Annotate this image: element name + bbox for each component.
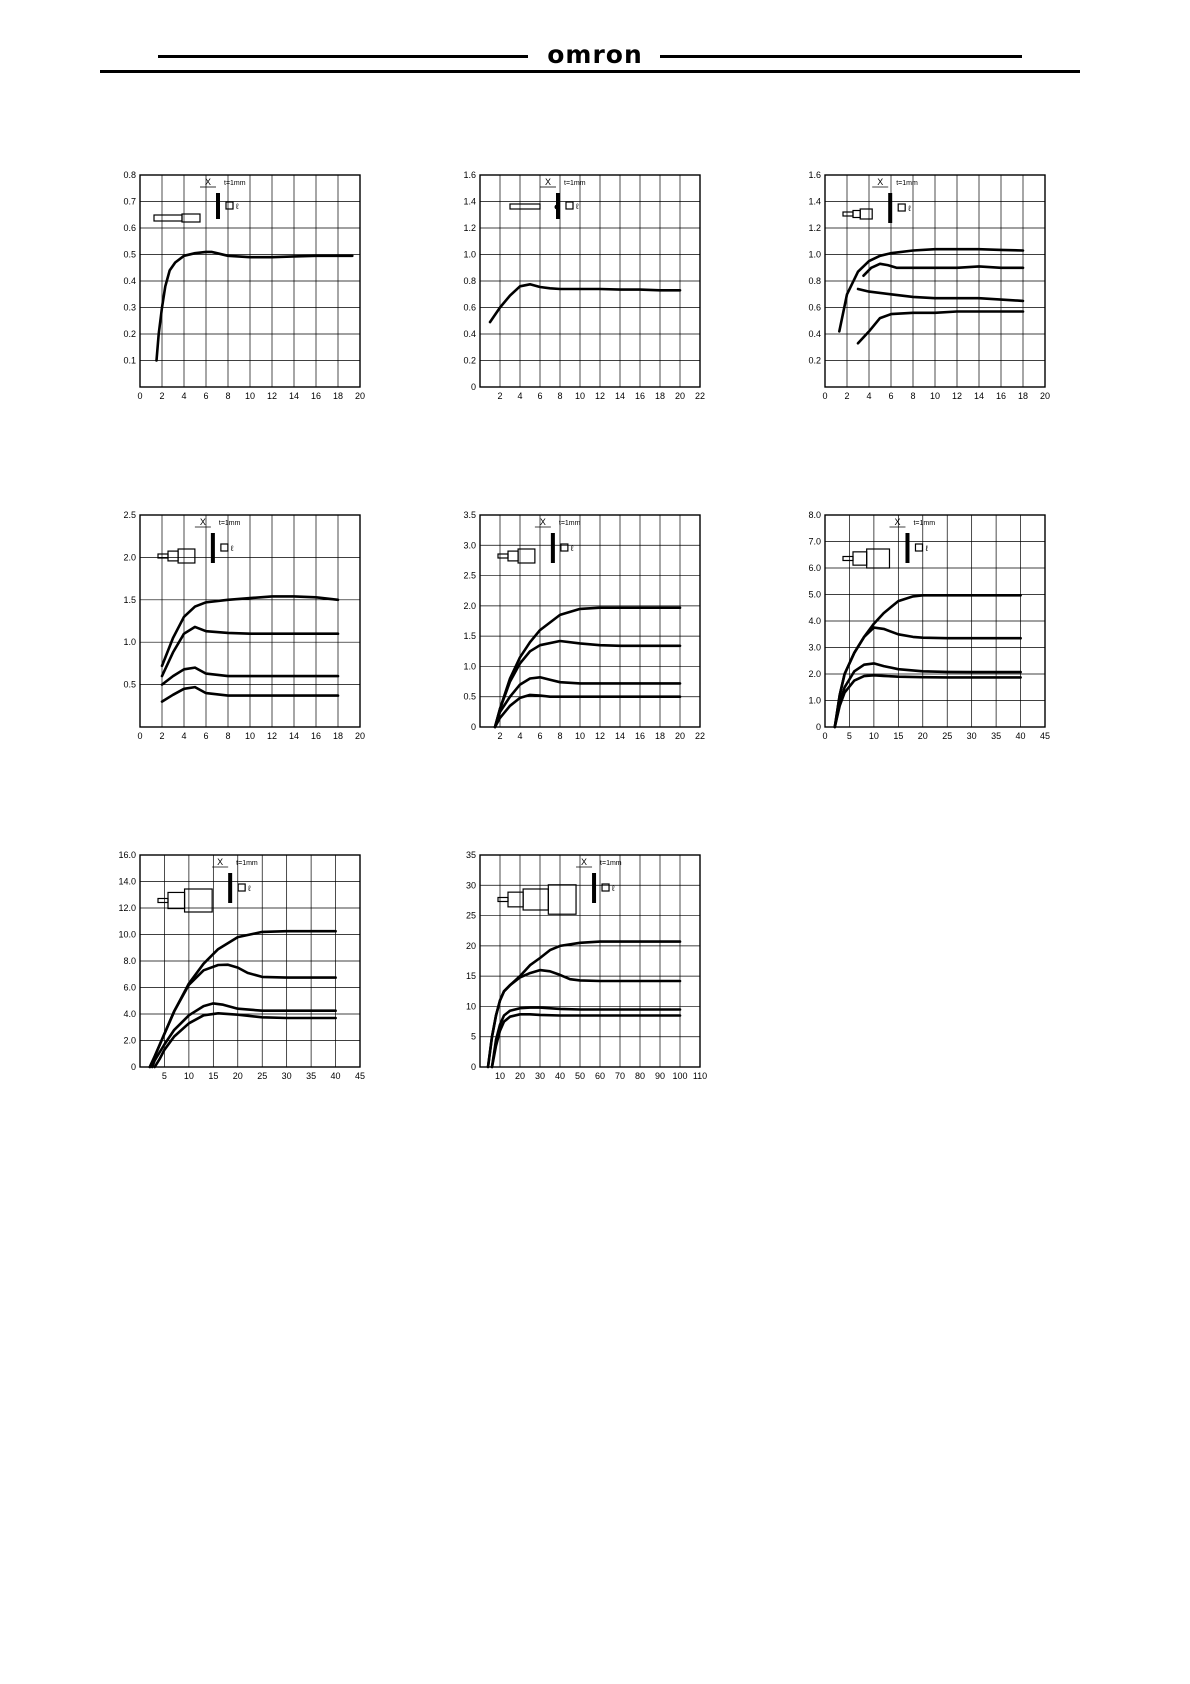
series-line-2 — [864, 264, 1024, 276]
inset-label-t: t=1mm — [224, 180, 246, 187]
x-tick-label: 16 — [310, 391, 322, 401]
y-tick-label: 1.4 — [463, 196, 476, 207]
x-tick-label: 10 — [494, 1071, 506, 1081]
x-tick-label: 10 — [244, 391, 256, 401]
y-tick-label: 25 — [465, 910, 476, 921]
y-tick-label: 1.0 — [463, 661, 476, 672]
x-tick-label: 0 — [137, 391, 143, 401]
y-tick-label: 0 — [130, 1062, 136, 1072]
x-tick-label: 18 — [332, 391, 344, 401]
x-tick-label: 4 — [866, 391, 872, 401]
y-tick-label: 0.6 — [808, 302, 821, 313]
chart-8 — [440, 850, 740, 1115]
x-tick-label: 25 — [257, 1071, 268, 1081]
x-tick-label: 16 — [995, 391, 1007, 401]
inset-label-x: X — [581, 857, 588, 867]
x-tick-label: 5 — [846, 731, 852, 741]
y-tick-label: 1.0 — [808, 249, 821, 260]
inset-label-l: ℓ — [908, 204, 911, 213]
y-tick-label: 0.4 — [123, 276, 136, 286]
x-tick-label: 20 — [232, 1071, 243, 1081]
sensor-inset-diagram — [498, 517, 581, 563]
series-line-1 — [150, 931, 336, 1067]
y-tick-label: 0.1 — [123, 355, 136, 366]
x-tick-label: 18 — [332, 731, 344, 741]
series-line-3 — [835, 663, 1021, 727]
x-tick-label: 40 — [554, 1071, 566, 1081]
x-tick-label: 20 — [514, 1071, 526, 1081]
inset-sensor-base — [168, 551, 178, 561]
chart-grid — [825, 175, 1045, 387]
y-tick-label: 7.0 — [808, 536, 821, 547]
inset-label-l: ℓ — [925, 544, 929, 553]
y-tick-label: 1.5 — [123, 594, 136, 605]
y-tick-label: 0 — [470, 1062, 476, 1072]
inset-sensor-face — [548, 885, 576, 914]
y-tick-label: 0.5 — [123, 679, 136, 690]
x-tick-label: 80 — [634, 1071, 646, 1081]
page-header — [0, 0, 1190, 80]
x-tick-label: 30 — [281, 1071, 292, 1081]
x-tick-label: 22 — [694, 391, 706, 401]
x-tick-label: 8 — [557, 731, 563, 741]
series-line-1 — [157, 252, 353, 361]
inset-target-plate — [551, 533, 555, 563]
x-tick-label: 4 — [517, 731, 523, 741]
inset-target-plate — [592, 873, 596, 903]
y-tick-label: 0.2 — [123, 329, 136, 339]
inset-sensor-base — [508, 892, 523, 907]
omron-logo: omron — [547, 40, 643, 69]
x-tick-label: 12 — [594, 391, 606, 401]
y-tick-label: 30 — [465, 880, 476, 891]
inset-target-plate — [216, 193, 220, 219]
y-tick-label: 16.0 — [118, 850, 136, 860]
x-tick-label: 20 — [674, 731, 686, 741]
series-line-3 — [152, 1003, 335, 1067]
inset-target-plate — [211, 533, 215, 563]
x-tick-label: 60 — [594, 1071, 606, 1081]
inset-label-t: t=1mm — [896, 180, 918, 187]
y-tick-label: 0.2 — [808, 355, 821, 366]
x-tick-label: 0 — [822, 391, 828, 401]
header-rule-right — [660, 55, 1022, 58]
x-tick-label: 90 — [654, 1071, 666, 1081]
x-tick-label: 2 — [497, 391, 503, 401]
x-tick-label: 12 — [951, 391, 963, 401]
x-tick-label: 14 — [973, 391, 985, 401]
x-tick-label: 14 — [614, 731, 626, 741]
inset-sensor-head — [182, 214, 200, 222]
inset-sensor-head — [867, 549, 890, 568]
inset-label-l: ℓ — [612, 884, 615, 893]
y-tick-label: 0.8 — [123, 170, 136, 180]
x-tick-label: 6 — [203, 391, 209, 401]
inset-sensor-base — [853, 552, 867, 565]
inset-label-t: t=1mm — [236, 860, 258, 867]
x-tick-label: 25 — [942, 731, 953, 741]
series-line-1 — [490, 284, 680, 322]
inset-sensor-head — [178, 549, 195, 563]
y-tick-label: 6.0 — [123, 982, 136, 993]
y-tick-label: 4.0 — [123, 1009, 136, 1019]
inset-label-x: X — [539, 517, 546, 527]
x-tick-label: 8 — [225, 391, 231, 401]
x-tick-label: 5 — [161, 1071, 167, 1081]
x-tick-label: 14 — [288, 391, 300, 401]
y-tick-label: 3.0 — [463, 540, 476, 551]
y-tick-label: 1.5 — [463, 631, 476, 642]
inset-target-square — [566, 202, 573, 209]
y-tick-label: 0.6 — [123, 223, 136, 233]
x-tick-label: 110 — [692, 1071, 708, 1081]
inset-sensor-head — [523, 889, 548, 910]
y-tick-label: 2.0 — [808, 669, 821, 679]
x-tick-label: 10 — [574, 391, 586, 401]
y-tick-label: 0.3 — [123, 302, 136, 313]
chart-5 — [440, 510, 740, 775]
y-tick-label: 3.5 — [463, 510, 476, 520]
x-tick-label: 6 — [537, 391, 543, 401]
x-tick-label: 12 — [266, 391, 278, 401]
x-tick-label: 10 — [929, 391, 941, 401]
inset-sensor-body — [154, 215, 182, 221]
sensor-inset-diagram — [843, 177, 918, 223]
x-tick-label: 8 — [910, 391, 916, 401]
y-tick-label: 1.4 — [808, 196, 821, 207]
x-tick-label: 30 — [966, 731, 977, 741]
x-tick-label: 18 — [654, 731, 666, 741]
x-tick-label: 30 — [534, 1071, 546, 1081]
y-tick-label: 0.7 — [123, 196, 136, 207]
inset-label-t: t=1mm — [218, 520, 241, 527]
x-tick-label: 35 — [991, 731, 1002, 741]
x-tick-label: 8 — [225, 731, 231, 741]
y-tick-label: 0.8 — [808, 276, 821, 286]
x-tick-label: 35 — [306, 1071, 317, 1081]
y-tick-label: 12.0 — [118, 903, 136, 913]
chart-2 — [440, 170, 740, 435]
x-tick-label: 0 — [822, 731, 828, 741]
inset-target-square — [898, 204, 905, 211]
x-tick-label: 4 — [517, 391, 523, 401]
x-tick-label: 14 — [614, 391, 626, 401]
chart-grid — [140, 175, 360, 387]
series-line-1 — [495, 608, 680, 727]
x-tick-label: 4 — [181, 391, 187, 401]
y-tick-label: 10.0 — [118, 929, 136, 940]
y-tick-label: 1.0 — [808, 695, 821, 706]
x-tick-label: 100 — [672, 1071, 688, 1081]
inset-sensor-cable — [158, 899, 168, 903]
inset-target-square — [238, 884, 245, 891]
y-tick-label: 1.0 — [123, 637, 136, 648]
chart-3 — [785, 170, 1085, 435]
plot-frame — [480, 855, 700, 1067]
y-tick-label: 8.0 — [808, 510, 821, 520]
x-tick-label: 2 — [159, 391, 165, 401]
y-tick-label: 0.4 — [463, 329, 476, 339]
inset-sensor-cable — [498, 554, 508, 558]
series-line-4 — [858, 312, 1023, 344]
x-tick-label: 12 — [594, 731, 606, 741]
inset-label-x: X — [199, 517, 206, 527]
x-tick-label: 40 — [1015, 731, 1026, 741]
inset-sensor-cable — [843, 557, 853, 561]
y-tick-label: 5.0 — [808, 589, 821, 600]
inset-label-l: ℓ — [236, 202, 239, 211]
chart-grid — [480, 175, 700, 387]
x-tick-label: 18 — [654, 391, 666, 401]
y-tick-label: 0.2 — [463, 355, 476, 366]
inset-sensor-base — [853, 211, 860, 218]
inset-sensor-cable — [843, 212, 853, 216]
y-tick-label: 1.2 — [808, 223, 821, 233]
inset-sensor-body — [510, 204, 540, 209]
series-line-4 — [835, 675, 1021, 727]
inset-label-x: X — [544, 177, 552, 187]
inset-label-x: X — [877, 177, 884, 187]
sensor-inset-diagram — [158, 857, 258, 912]
x-tick-label: 16 — [310, 731, 322, 741]
x-tick-label: 6 — [203, 731, 209, 741]
x-tick-label: 2 — [159, 731, 165, 741]
y-tick-label: 14.0 — [118, 876, 136, 887]
series-line-4 — [495, 695, 680, 727]
x-tick-label: 10 — [868, 731, 879, 741]
y-tick-label: 0.5 — [463, 691, 476, 702]
series-line-3 — [495, 677, 680, 727]
x-tick-label: 10 — [574, 731, 586, 741]
y-tick-label: 0.8 — [463, 276, 476, 286]
x-tick-label: 4 — [181, 731, 187, 741]
inset-label-t: t=1mm — [600, 860, 622, 867]
inset-sensor-cable — [158, 554, 168, 558]
sensor-inset-diagram — [154, 177, 246, 222]
inset-label-t: t=1mm — [564, 180, 586, 187]
y-tick-label: 3.0 — [808, 642, 821, 653]
y-tick-label: 1.6 — [808, 170, 821, 180]
series-line-1 — [488, 942, 680, 1067]
y-tick-label: 2.0 — [123, 552, 136, 563]
y-tick-label: 0.6 — [463, 302, 476, 313]
series-line-2 — [488, 970, 680, 1067]
inset-sensor-head — [860, 209, 872, 219]
y-tick-label: 0.5 — [123, 249, 136, 260]
inset-sensor-base — [168, 892, 185, 908]
sensor-inset-diagram — [843, 517, 935, 568]
y-tick-label: 20 — [465, 940, 476, 951]
y-tick-label: 8.0 — [123, 956, 136, 966]
chart-grid — [480, 855, 700, 1067]
x-tick-label: 2 — [497, 731, 503, 741]
chart-7 — [100, 850, 400, 1115]
x-tick-label: 70 — [614, 1071, 626, 1081]
y-tick-label: 2.0 — [463, 600, 476, 611]
x-tick-label: 6 — [537, 731, 543, 741]
chart-4 — [100, 510, 400, 775]
header-rule-left — [158, 55, 528, 58]
inset-target-square — [915, 544, 922, 551]
y-tick-label: 0.4 — [808, 329, 821, 339]
x-tick-label: 10 — [183, 1071, 194, 1081]
x-tick-label: 12 — [266, 731, 278, 741]
x-tick-label: 16 — [634, 731, 646, 741]
x-tick-label: 22 — [694, 731, 706, 741]
x-tick-label: 14 — [288, 731, 300, 741]
sensor-inset-diagram — [510, 177, 586, 219]
inset-label-l: ℓ — [230, 544, 234, 553]
inset-sensor-cable — [498, 898, 508, 902]
inset-label-l: ℓ — [248, 884, 251, 893]
x-tick-label: 15 — [893, 731, 904, 741]
chart-6 — [785, 510, 1085, 775]
x-tick-label: 20 — [674, 391, 686, 401]
y-tick-label: 5 — [470, 1031, 476, 1042]
inset-target-square — [221, 544, 228, 551]
inset-sensor-head — [518, 549, 535, 563]
y-tick-label: 1.0 — [463, 249, 476, 260]
inset-label-l: ℓ — [576, 202, 579, 211]
x-tick-label: 18 — [1017, 391, 1029, 401]
inset-label-t: t=1mm — [913, 520, 936, 527]
series-line-1 — [835, 595, 1021, 727]
y-tick-label: 35 — [465, 850, 476, 860]
y-tick-label: 2.0 — [123, 1035, 136, 1046]
inset-label-x: X — [217, 857, 224, 867]
x-tick-label: 8 — [557, 391, 563, 401]
inset-target-plate — [556, 193, 560, 219]
inset-label-t: t=1mm — [558, 520, 581, 527]
y-tick-label: 6.0 — [808, 563, 821, 573]
x-tick-label: 15 — [208, 1071, 219, 1081]
y-tick-label: 15 — [465, 971, 476, 982]
inset-label-l: ℓ — [570, 544, 574, 553]
y-tick-label: 2.5 — [463, 570, 476, 581]
y-tick-label: 4.0 — [808, 616, 821, 626]
x-tick-label: 45 — [354, 1071, 366, 1081]
series-line-3 — [858, 289, 1023, 301]
plot-frame — [480, 515, 700, 727]
y-tick-label: 1.2 — [463, 223, 476, 233]
y-tick-label: 0 — [470, 382, 476, 392]
chart-1 — [100, 170, 400, 435]
y-tick-label: 1.6 — [463, 170, 476, 180]
inset-label-x: X — [204, 177, 212, 187]
y-tick-label: 0 — [815, 722, 821, 732]
x-tick-label: 0 — [137, 731, 143, 741]
x-tick-label: 20 — [1039, 391, 1051, 401]
x-tick-label: 2 — [844, 391, 850, 401]
inset-target-plate — [905, 533, 909, 563]
x-tick-label: 20 — [354, 391, 366, 401]
x-tick-label: 6 — [888, 391, 894, 401]
y-tick-label: 2.5 — [123, 510, 136, 520]
inset-target-plate — [228, 873, 232, 903]
x-tick-label: 40 — [330, 1071, 341, 1081]
x-tick-label: 20 — [354, 731, 366, 741]
x-tick-label: 50 — [574, 1071, 586, 1081]
inset-target-square — [226, 202, 233, 209]
x-tick-label: 45 — [1039, 731, 1051, 741]
chart-grid — [480, 515, 700, 727]
header-rule-full — [100, 70, 1080, 73]
y-tick-label: 0 — [470, 722, 476, 732]
y-tick-label: 10 — [465, 1001, 476, 1012]
inset-target-plate — [888, 193, 892, 223]
x-tick-label: 10 — [244, 731, 256, 741]
chart-grid — [825, 515, 1045, 727]
inset-sensor-base — [508, 551, 518, 561]
x-tick-label: 16 — [634, 391, 646, 401]
x-tick-label: 20 — [917, 731, 928, 741]
inset-label-x: X — [894, 517, 901, 527]
